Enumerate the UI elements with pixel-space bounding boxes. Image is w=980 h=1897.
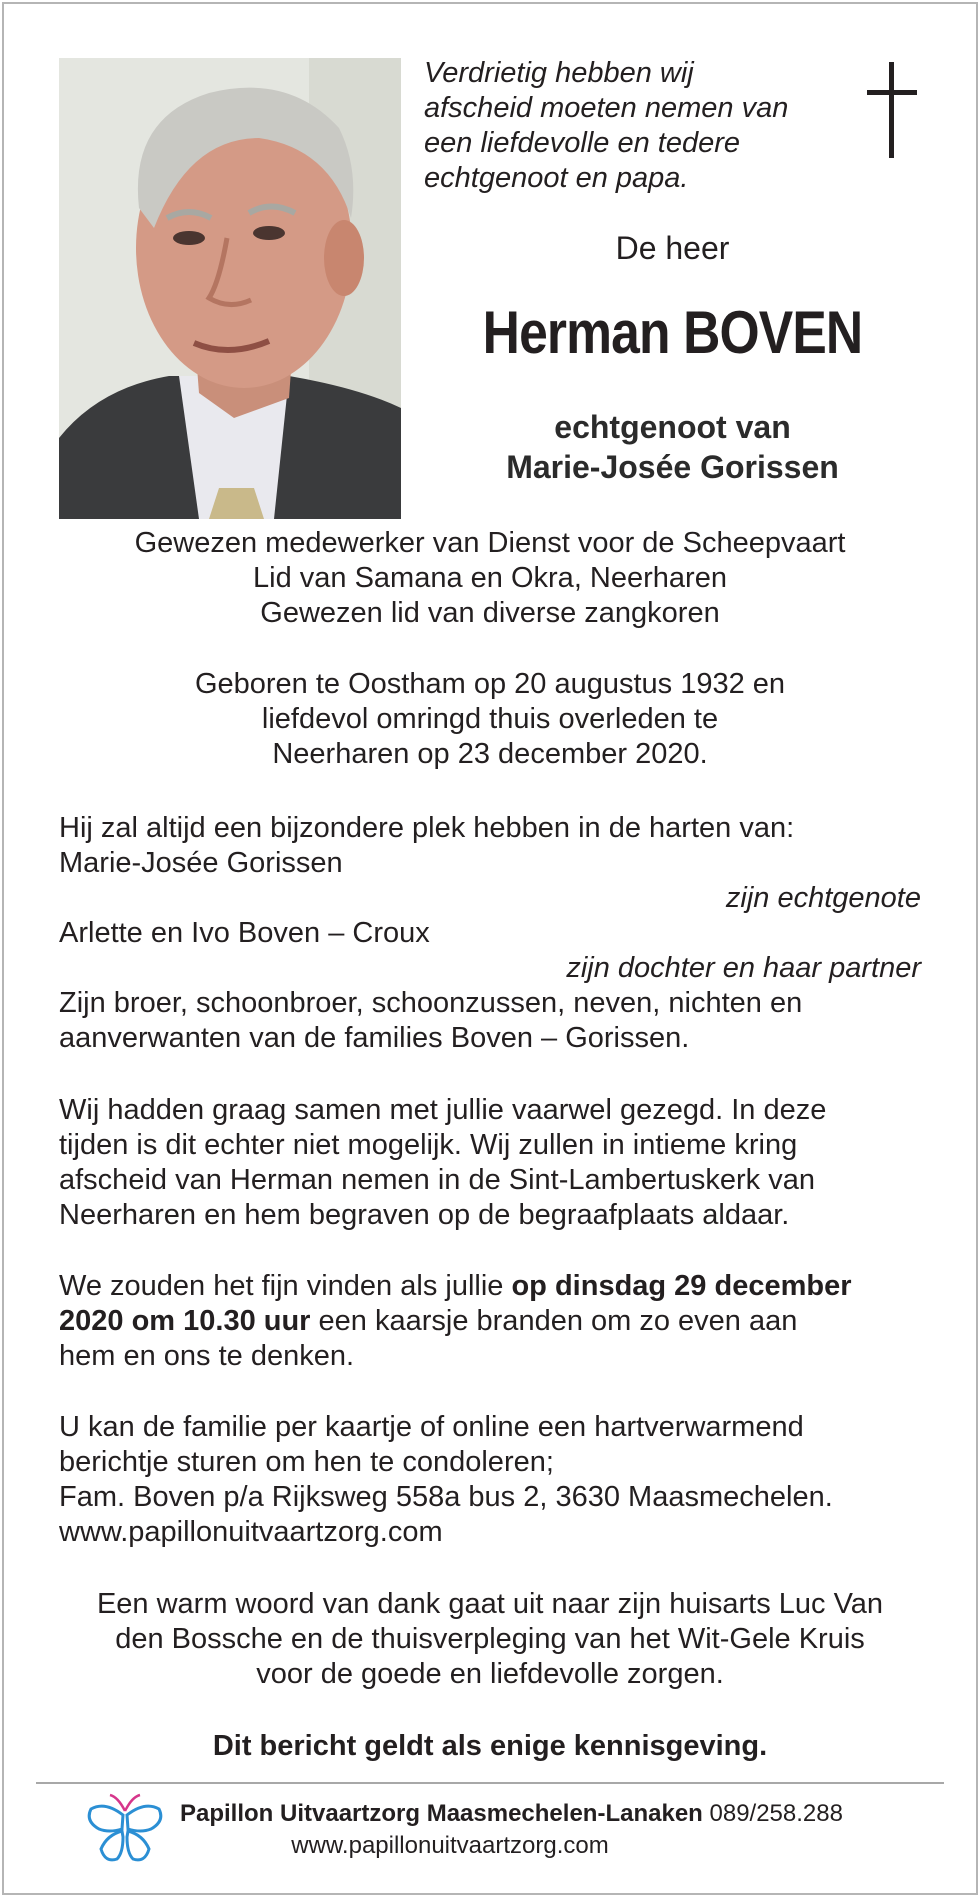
company-name: Papillon Uitvaartzorg Maasmechelen-Lanaken [180,1800,703,1827]
butterfly-logo-icon [85,1793,165,1873]
intro-line: afscheid moeten nemen van [424,92,789,124]
farewell-text [59,1093,939,1233]
footer-divider [36,1782,944,1784]
spouse-info [440,407,905,487]
candle-text-plain: een kaarsje branden om zo even aan [310,1305,798,1337]
footer-website-link[interactable]: www.papillonuitvaartzorg.com [291,1832,609,1859]
family-list [59,811,939,1056]
farewell-line: Wij hadden graag samen met jullie vaarwel gezegd. In deze [59,1094,827,1126]
family-intro: Hij zal altijd een bijzondere plek hebben in de harten van: [59,812,795,844]
family-member-name: Arlette en Ivo Boven – Croux [59,917,430,949]
life-line: Geboren te Oostham op 20 augustus 1932 en [194,668,786,700]
cross-icon [862,62,922,167]
condolence-text [59,1410,939,1550]
thanks-line: den Bossche en de thuisverpleging van het Wit-Gele Kruis [115,1623,865,1655]
intro-text [424,56,844,196]
closing-notice: Dit bericht geldt als enige kennisgeving. [212,1730,768,1762]
spouse-line: echtgenoot van [554,409,791,445]
farewell-line: Neerharen en hem begraven op de begraafplaats aldaar. [59,1199,790,1231]
condolence-address: Fam. Boven p/a Rijksweg 558a bus 2, 3630 Maasmechelen. [59,1481,833,1513]
farewell-line: afscheid van Herman nemen in de Sint-Lambertuskerk van [59,1164,815,1196]
candle-text [59,1269,939,1374]
candle-line [59,1304,939,1339]
salutation: De heer [615,230,730,266]
thanks-text [40,1587,940,1692]
family-member-role: zijn dochter en haar partner [566,952,921,984]
thanks-line: Een warm woord van dank gaat uit naar zijn huisarts Luc Van [96,1588,884,1620]
thanks-line: voor de goede en liefdevolle zorgen. [256,1658,724,1690]
life-dates [40,667,940,772]
condolence-website-link[interactable]: www.papillonuitvaartzorg.com [59,1516,443,1548]
deceased-name: Herman BOVEN [482,299,863,366]
candle-date: op dinsdag 29 december [511,1270,852,1302]
intro-line: Verdrietig hebben wij [424,57,694,89]
candle-time: 2020 om 10.30 uur [59,1305,311,1337]
farewell-line: tijden is dit echter niet mogelijk. Wij zullen in intieme kring [59,1129,798,1161]
intro-line: echtgenoot en papa. [424,162,689,194]
spouse-name: Marie-Josée Gorissen [506,449,839,485]
condolence-line: U kan de familie per kaartje of online een hartverwarmend [59,1411,804,1443]
membership-line: Lid van Samana en Okra, Neerharen [253,562,727,594]
family-member-name: Marie-Josée Gorissen [59,847,343,879]
family-others: aanverwanten van de families Boven – Gorissen. [59,1022,690,1054]
candle-text-plain: We zouden het fijn vinden als jullie [59,1270,512,1302]
footer-company [180,1800,940,1828]
family-others: Zijn broer, schoonbroer, schoonzussen, neven, nichten en [59,987,803,1019]
candle-line [59,1269,939,1304]
life-line: liefdevol omringd thuis overleden te [261,703,719,735]
portrait-photo [59,58,401,519]
family-member-role: zijn echtgenote [725,882,921,914]
condolence-line: berichtje sturen om hen te condoleren; [59,1446,554,1478]
membership-line: Gewezen medewerker van Dienst voor de Scheepvaart [134,527,846,559]
memberships [40,526,940,631]
life-line: Neerharen op 23 december 2020. [272,738,708,770]
membership-line: Gewezen lid van diverse zangkoren [260,597,720,629]
candle-line: hem en ons te denken. [59,1340,355,1372]
intro-line: een liefdevolle en tedere [424,127,741,159]
company-phone: 089/258.288 [702,1800,843,1827]
